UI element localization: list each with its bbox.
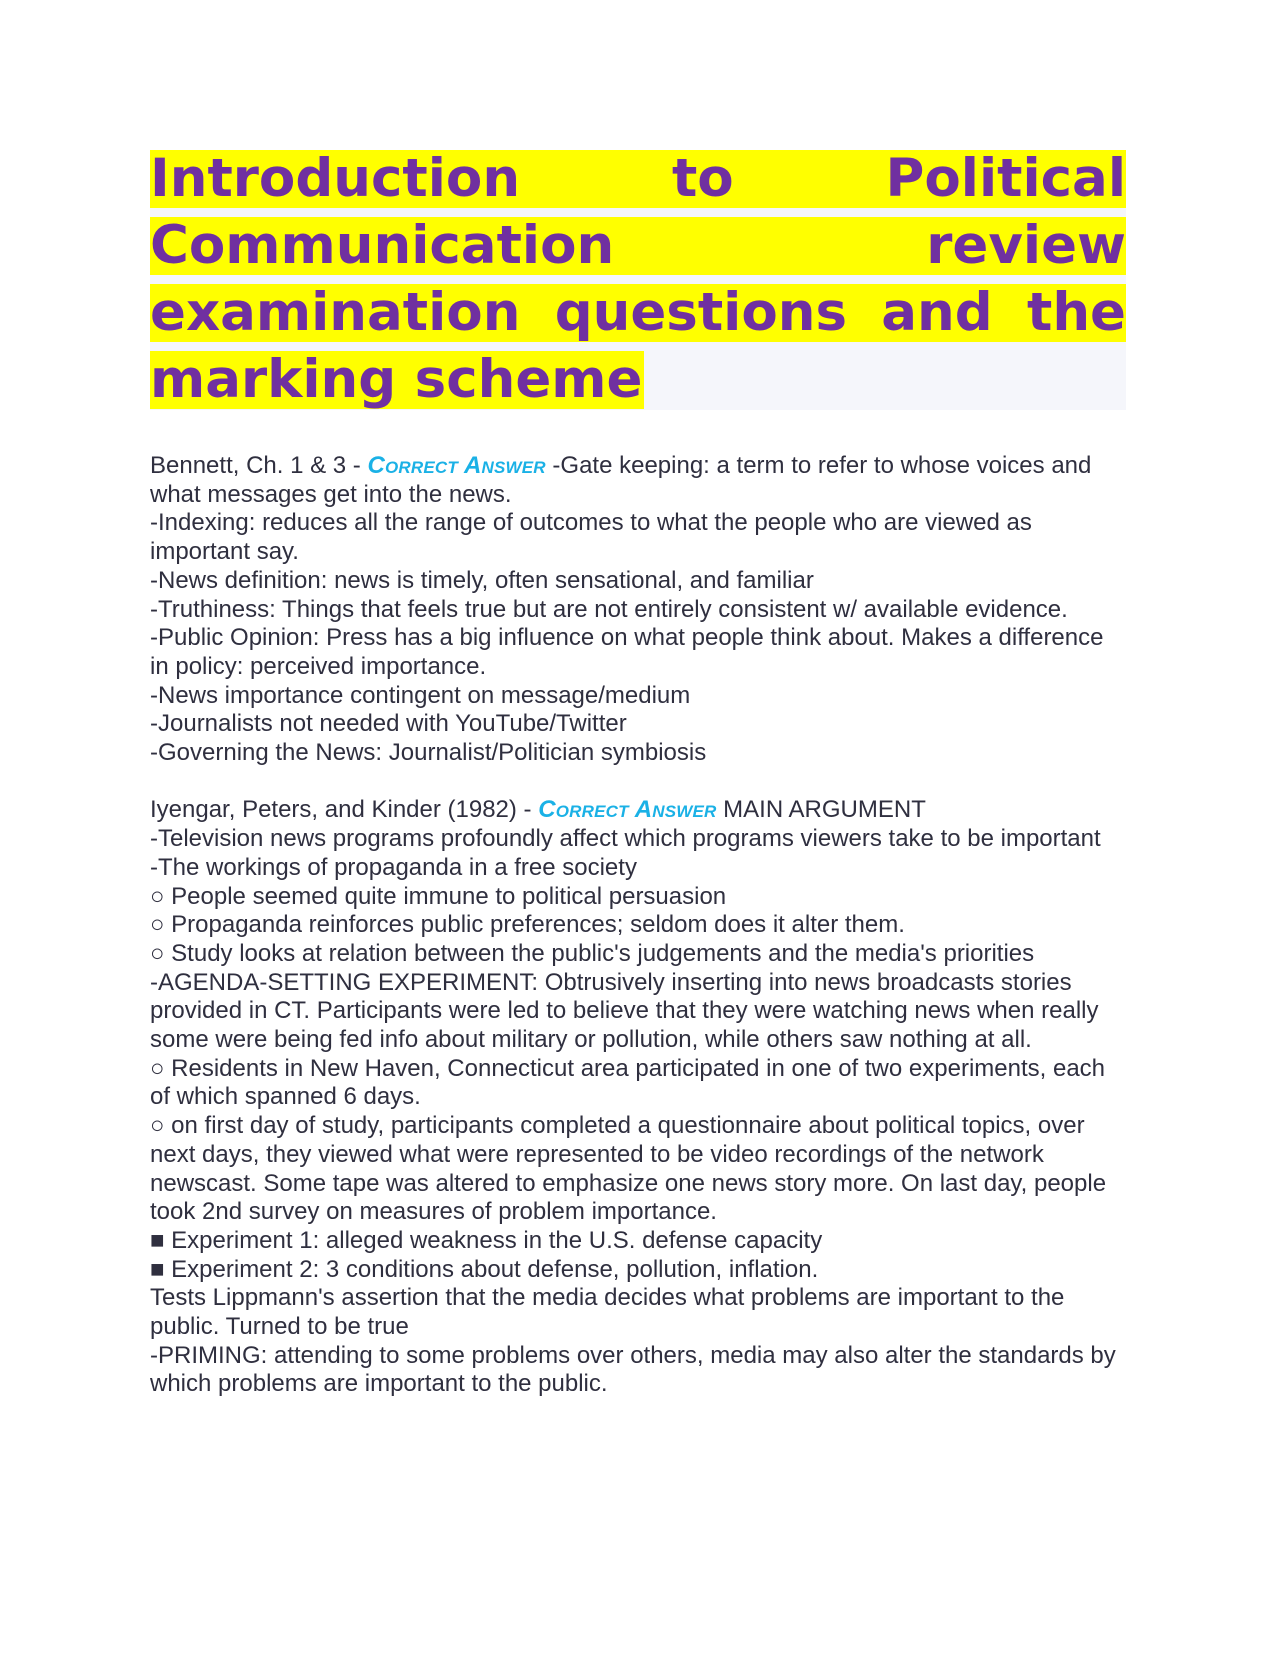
document-page: [150, 150, 1126, 1399]
title-line-1: Introduction to Political: [150, 150, 1126, 208]
correct-answer-label: Correct Answer: [367, 452, 546, 479]
correct-answer-label: Correct Answer: [538, 796, 717, 824]
title-line-3: examination questions and the: [150, 284, 1126, 342]
title-line-2: Communication review: [150, 217, 1126, 275]
body-line: ■ Experiment 1: alleged weakness in the U.S. defense capacity: [150, 1226, 823, 1254]
section-2-header: Iyengar, Peters, and Kinder (1982) - Correct Answer MAIN ARGUMENT: [150, 796, 926, 824]
body-line: -AGENDA-SETTING EXPERIMENT: Obtrusively inserting into news broadcasts stories provided in CT. Participants were led to believe that they were watching news when really some were being fed info about military or pollution, while others saw nothing at all.: [150, 968, 1099, 1054]
body-line: ○ Propaganda reinforces public preferences; seldom does it alter them.: [150, 911, 905, 939]
body-line: ○ on first day of study, participants completed a questionnaire about political topics, over next days, they viewed what were represented to be video recordings of the network newscast. Some tape was altered to emphasize one news story more. On last day, people took 2nd survey on measures of problem importance.: [150, 1112, 1107, 1226]
body-line: -Governing the News: Journalist/Politician symbiosis: [150, 739, 707, 767]
paragraph-gap: [150, 768, 1126, 797]
body-line: -Journalists not needed with YouTube/Twitter: [150, 710, 627, 738]
document-body: [150, 452, 1126, 1399]
section-1-header: Bennett, Ch. 1 & 3 - Correct Answer -Gate keeping: a term to refer to whose voices and what messages get into the news.: [150, 452, 1092, 508]
body-line: ○ Study looks at relation between the public's judgements and the media's priorities: [150, 939, 1035, 967]
title-line-4: marking scheme: [150, 351, 643, 409]
body-line: -Public Opinion: Press has a big influence on what people think about. Makes a difference in policy: perceived importance.: [150, 624, 1104, 680]
body-line: Tests Lippmann's assertion that the media decides what problems are important to the public. Turned to be true: [150, 1284, 1065, 1341]
body-line: -Television news programs profoundly affect which programs viewers take to be important: [150, 825, 1101, 853]
body-line: -News definition: news is timely, often sensational, and familiar: [150, 566, 814, 594]
body-line: ○ Residents in New Haven, Connecticut area participated in one of two experiments, each of which spanned 6 days.: [150, 1054, 1106, 1111]
body-line: -News importance contingent on message/medium: [150, 681, 691, 709]
body-line: -The workings of propaganda in a free society: [150, 853, 637, 881]
body-line: ■ Experiment 2: 3 conditions about defense, pollution, inflation.: [150, 1255, 819, 1283]
body-line: -Indexing: reduces all the range of outcomes to what the people who are viewed as important say.: [150, 509, 1032, 566]
body-line: -PRIMING: attending to some problems over others, media may also alter the standards by which problems are important to the public.: [150, 1341, 1116, 1398]
body-line: ○ People seemed quite immune to political persuasion: [150, 882, 727, 910]
document-title: [150, 150, 1126, 410]
body-line: -Truthiness: Things that feels true but are not entirely consistent w/ available evidence.: [150, 595, 1068, 623]
